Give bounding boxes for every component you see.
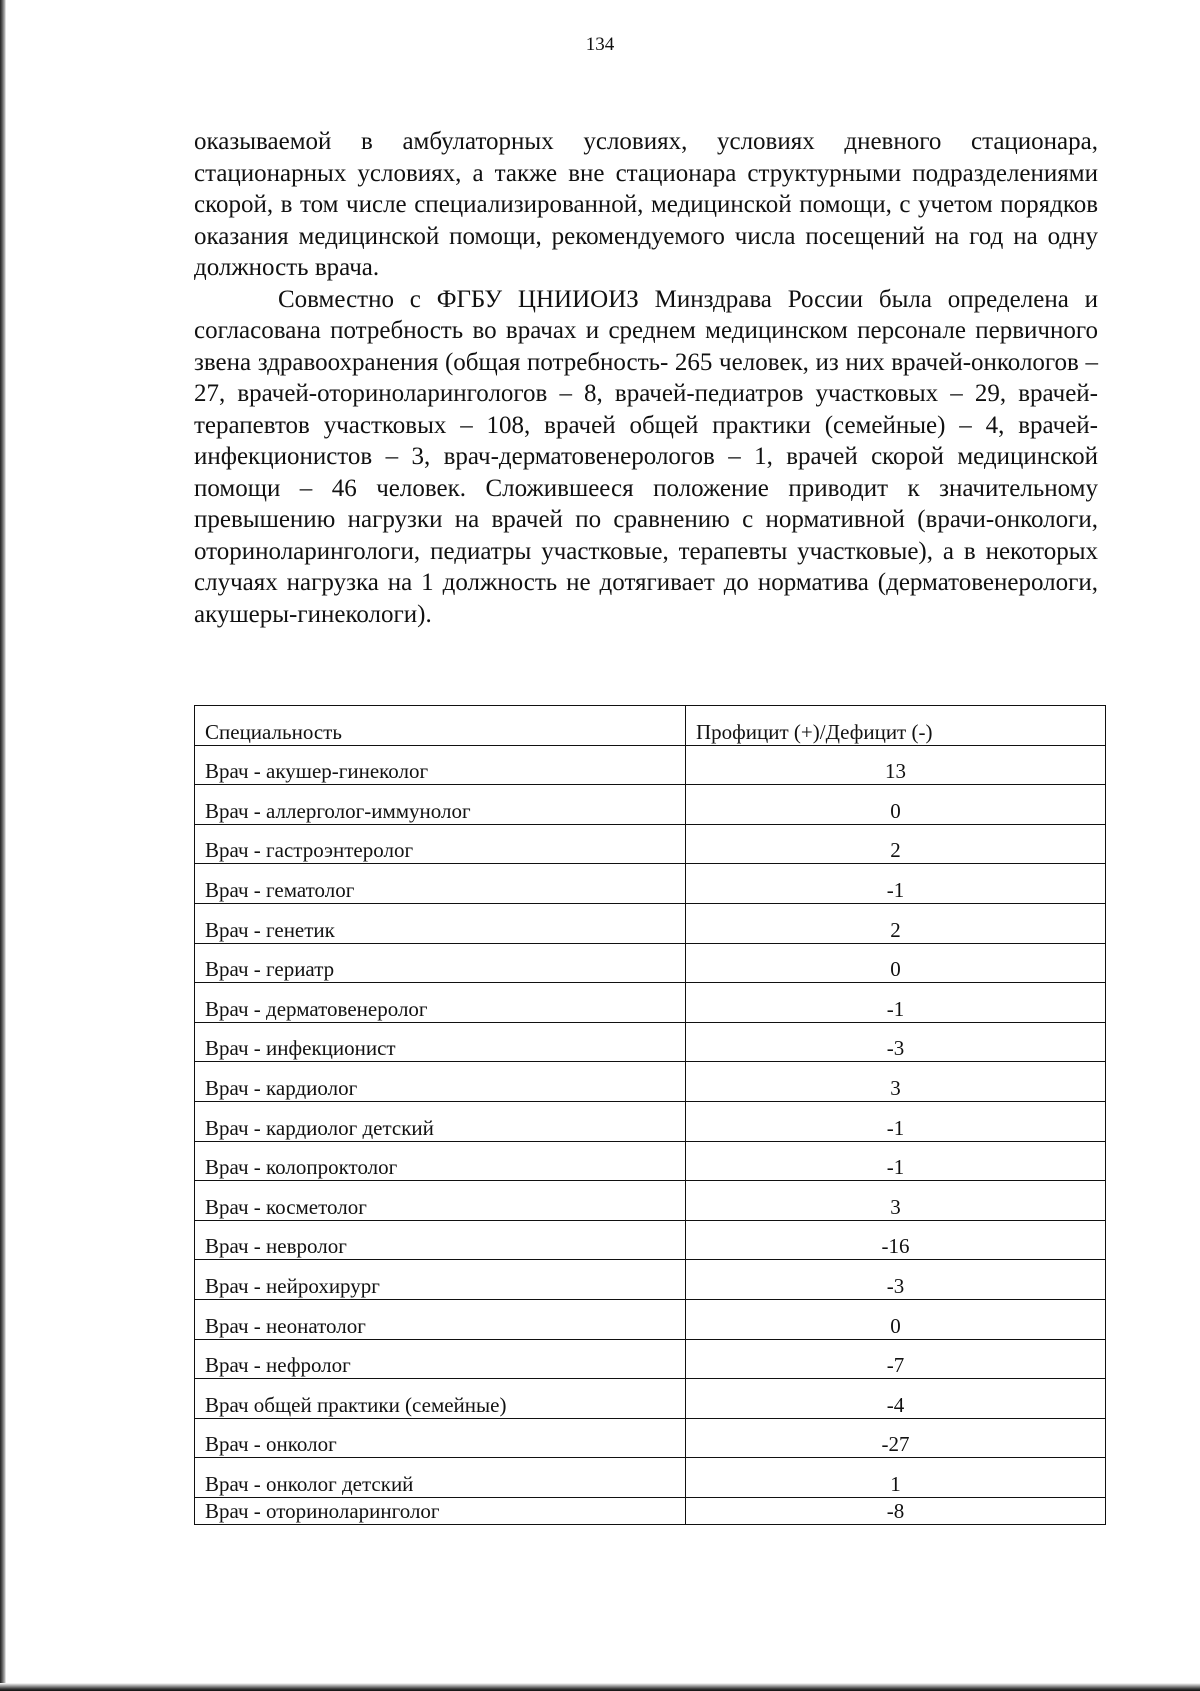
table-row bbox=[195, 1260, 1106, 1300]
value-cell: 2 bbox=[686, 824, 1106, 864]
table-row bbox=[195, 1062, 1106, 1102]
specialty-cell: Врач - акушер-гинеколог bbox=[195, 745, 686, 785]
paragraph-continuation: оказываемой в амбулаторных условиях, условиях дневного стационара, стационарных условиях, а также вне стационара структурными подразделениями скорой, в том числе специализированной, медицинской помощи, с учетом порядков оказания медицинской помощи, рекомендуемого числа посещений на год на одну должность врача. bbox=[194, 128, 1098, 281]
table-row bbox=[195, 1220, 1106, 1260]
value-cell: 1 bbox=[686, 1458, 1106, 1498]
table-row bbox=[195, 1339, 1106, 1379]
scan-edge-left bbox=[0, 0, 6, 1691]
value-cell: -8 bbox=[686, 1497, 1106, 1524]
value-cell: 2 bbox=[686, 903, 1106, 943]
value-cell: -1 bbox=[686, 983, 1106, 1023]
specialty-cell: Врач - дерматовенеролог bbox=[195, 983, 686, 1023]
specialty-cell: Врач - нейрохирург bbox=[195, 1260, 686, 1300]
specialty-cell: Врач - косметолог bbox=[195, 1181, 686, 1221]
value-cell: 3 bbox=[686, 1181, 1106, 1221]
value-cell: -1 bbox=[686, 1141, 1106, 1181]
specialty-cell: Врач - невролог bbox=[195, 1220, 686, 1260]
table-row bbox=[195, 1497, 1106, 1524]
specialty-cell: Врач - генетик bbox=[195, 903, 686, 943]
table-row bbox=[195, 1418, 1106, 1458]
table-row bbox=[195, 943, 1106, 983]
specialty-cell: Врач - гастроэнтеролог bbox=[195, 824, 686, 864]
value-cell: 0 bbox=[686, 785, 1106, 825]
value-cell: -4 bbox=[686, 1379, 1106, 1419]
header-surplus-deficit: Профицит (+)/Дефицит (-) bbox=[686, 706, 1106, 746]
scan-edge-bottom bbox=[0, 1683, 1200, 1691]
specialty-cell: Врач общей практики (семейные) bbox=[195, 1379, 686, 1419]
value-cell: -3 bbox=[686, 1260, 1106, 1300]
header-specialty: Специальность bbox=[195, 706, 686, 746]
value-cell: -1 bbox=[686, 864, 1106, 904]
specialty-balance-table bbox=[194, 705, 1106, 1525]
table-row bbox=[195, 785, 1106, 825]
value-cell: -1 bbox=[686, 1101, 1106, 1141]
value-cell: -7 bbox=[686, 1339, 1106, 1379]
table-row bbox=[195, 745, 1106, 785]
table-row bbox=[195, 1022, 1106, 1062]
value-cell: -27 bbox=[686, 1418, 1106, 1458]
table-row bbox=[195, 1458, 1106, 1498]
value-cell: 0 bbox=[686, 943, 1106, 983]
specialty-cell: Врач - колопроктолог bbox=[195, 1141, 686, 1181]
table-row bbox=[195, 1379, 1106, 1419]
table-row bbox=[195, 903, 1106, 943]
specialty-cell: Врач - неонатолог bbox=[195, 1299, 686, 1339]
specialty-cell: Врач - инфекционист bbox=[195, 1022, 686, 1062]
specialty-cell: Врач - онколог детский bbox=[195, 1458, 686, 1498]
page-number: 134 bbox=[585, 34, 615, 55]
table-row bbox=[195, 1101, 1106, 1141]
specialty-cell: Врач - аллерголог-иммунолог bbox=[195, 785, 686, 825]
table-row bbox=[195, 824, 1106, 864]
table-row bbox=[195, 1141, 1106, 1181]
table-row bbox=[195, 983, 1106, 1023]
specialty-cell: Врач - кардиолог bbox=[195, 1062, 686, 1102]
table-row bbox=[195, 1299, 1106, 1339]
table-row bbox=[195, 1181, 1106, 1221]
value-cell: 3 bbox=[686, 1062, 1106, 1102]
specialty-cell: Врач - кардиолог детский bbox=[195, 1101, 686, 1141]
specialty-cell: Врач - онколог bbox=[195, 1418, 686, 1458]
paragraph-staff-needs: Совместно с ФГБУ ЦНИИОИЗ Минздрава России была определена и согласована потребность во врачах и среднем медицинском персонале первичного звена здравоохранения (общая потребность- 265 человек, из них врачей-онкологов – 27, врачей-оториноларингологов – 8, врачей-педиатров участковых – 29, врачей-терапевтов участковых – 108, врачей общей практики (семейные) – 4, врачей-инфекционистов – 3, врач-дерматовенерологов – 1, врачей скорой медицинской помощи – 46 человек. Сложившееся положение приводит к значительному превышению нагрузки на врачей по сравнению с нормативной (врачи-онкологи, оториноларингологи, педиатры участковые, терапевты участковые), а в некоторых случаях нагрузка на 1 должность не дотягивает до норматива (дерматовенерологи, акушеры-гинекологи). bbox=[194, 285, 1098, 628]
table-row bbox=[195, 864, 1106, 904]
value-cell: -16 bbox=[686, 1220, 1106, 1260]
value-cell: -3 bbox=[686, 1022, 1106, 1062]
value-cell: 13 bbox=[686, 745, 1106, 785]
specialty-cell: Врач - гематолог bbox=[195, 864, 686, 904]
table-header-row bbox=[195, 706, 1106, 746]
specialty-cell: Врач - оториноларинголог bbox=[195, 1497, 686, 1524]
value-cell: 0 bbox=[686, 1299, 1106, 1339]
specialty-cell: Врач - нефролог bbox=[195, 1339, 686, 1379]
specialty-cell: Врач - гериатр bbox=[195, 943, 686, 983]
body-text bbox=[194, 126, 1098, 630]
